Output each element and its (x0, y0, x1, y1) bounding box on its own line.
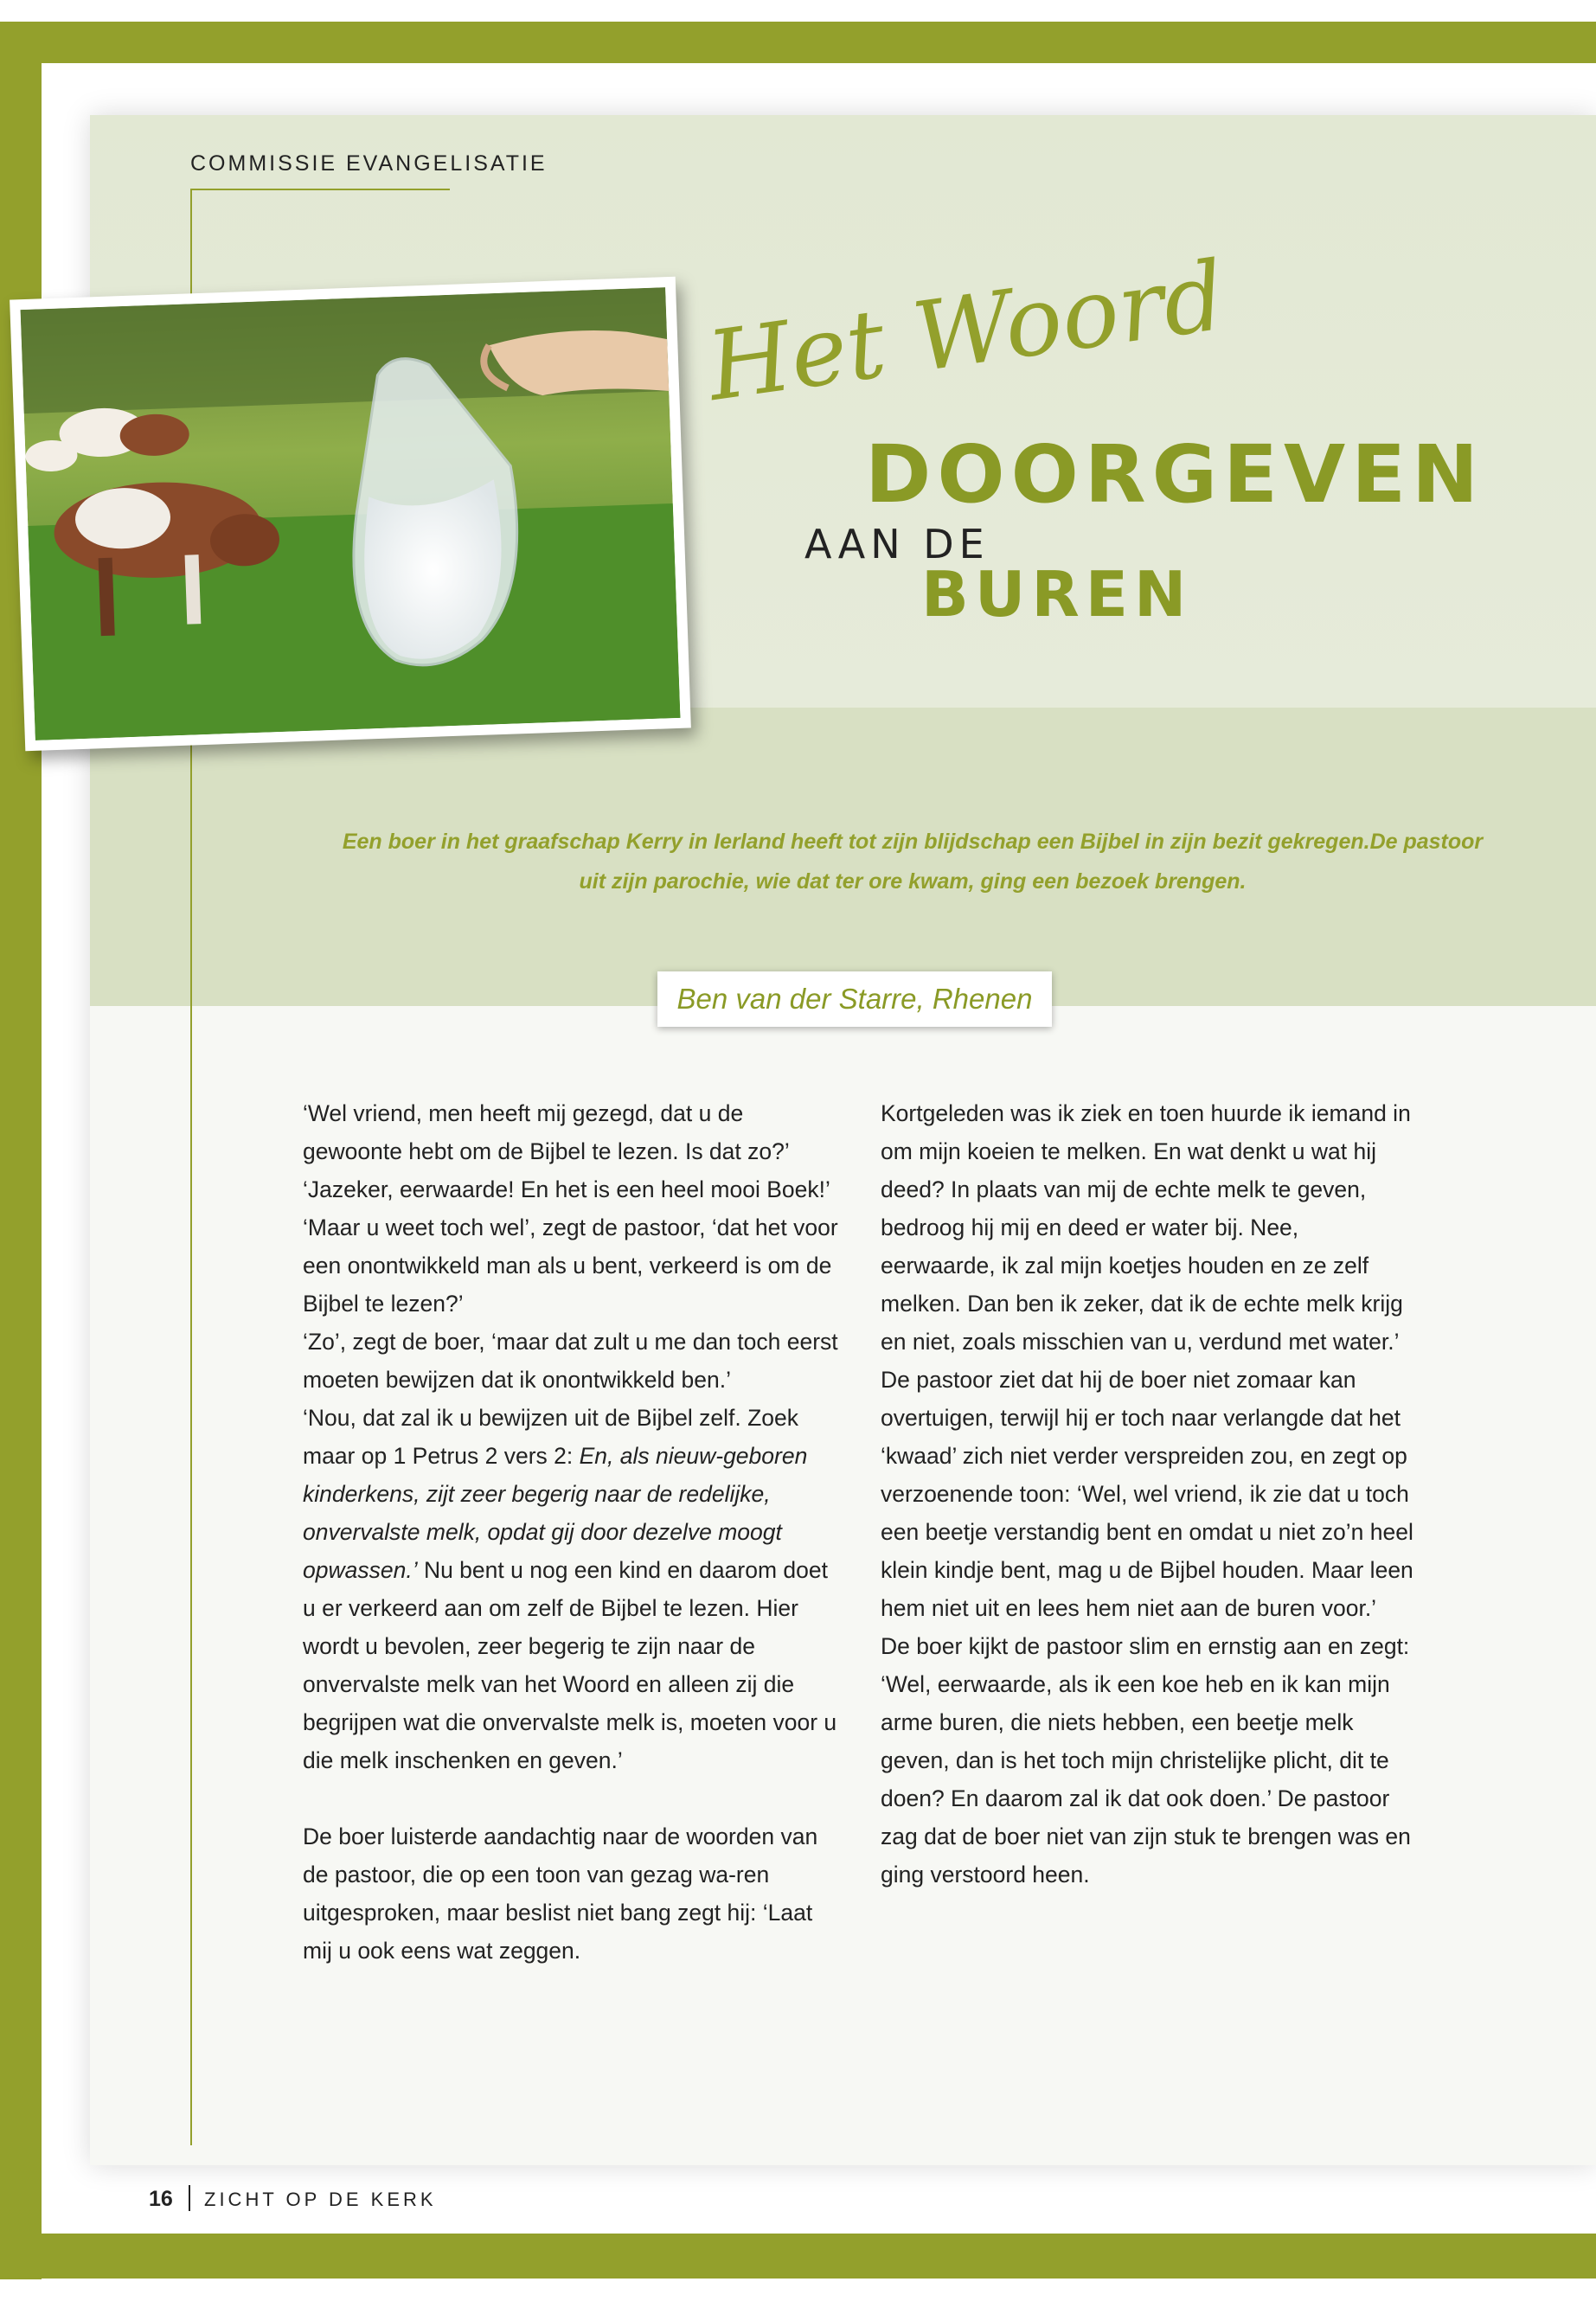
page-number: 16 (149, 2187, 173, 2211)
footer-separator (189, 2185, 190, 2211)
frame-top-bar (0, 22, 1596, 63)
paragraph: De boer kijkt de pastoor slim en ernstig aan en zegt: ‘Wel, eerwaarde, als ik een koe heb en ik kan mijn arme buren, die niets hebben, een beetje melk geven, dan is het toch mijn christelijke plicht, dit te doen? En daarom zal ik dat ook doen.’ De pastoor zag dat de boer niet van zijn stuk te brengen was en ging verstoord heen. (881, 1633, 1411, 1888)
paragraph: Kortgeleden was ik ziek en toen huurde ik iemand in om mijn koeien te melken. En wat denkt u wat hij deed? In plaats van mij de echte melk te geven, bedroog hij mij en deed er water bij. Nee, eerwaarde, ik zal mijn koetjes houden en ze zelf melken. Dan ben ik zeker, dat ik de echte melk krijg en niet, zoals misschien van u, verdund met water.’ De pastoor ziet dat hij de boer niet zomaar kan overtuigen, terwijl hij er toch naar verlangde dat het ‘kwaad’ zich niet verder verspreiden zou, en zegt op verzoenende toon: ‘Wel, wel vriend, ik zie dat u toch een beetje verstandig bent en omdat u niet zo’n heel klein kindje bent, mag u de Bijbel houden. Maar leen hem niet uit en lees hem niet aan de buren voor.’ (881, 1100, 1413, 1621)
author-name: Ben van der Starre, Rhenen (676, 983, 1033, 1015)
section-label: COMMISSIE EVANGELISATIE (190, 151, 548, 176)
title-aan-de: AAN DE (804, 521, 990, 567)
title-doorgeven: DOORGEVEN (865, 428, 1485, 521)
title-script: Het Woord (701, 240, 1232, 422)
article-column-right (881, 1094, 1417, 1894)
frame-bottom-bar (0, 2234, 1596, 2279)
paragraph: De boer luisterde aandachtig naar de woorden van de pastoor, die op een toon van gezag wa-ren uitgesproken, maar beslist niet bang zegt hij: ‘Laat mij u ook eens wat zeggen. (303, 1823, 818, 1964)
paragraph: ‘Wel vriend, men heeft mij gezegd, dat u de gewoonte hebt om de Bijbel te lezen. Is dat zo?’ ‘Jazeker, eerwaarde! En het is een heel mooi Boek!’ ‘Maar u weet toch wel’, zegt de pastoor, ‘dat het voor een onontwikkeld man als u bent, verkeerd is om de Bijbel te lezen?’ (303, 1100, 838, 1317)
bible-quote: En, als nieuw-geboren kinderkens, zijt zeer begerig naar de redelijke, onvervalste melk, opdat gij door dezelve moogt opwassen.’ (303, 1443, 808, 1583)
section-rule-horizontal (190, 189, 450, 190)
intro-text: Een boer in het graafschap Kerry in Ierland heeft tot zijn blijdschap een Bijbel in zijn bezit gekregen.De pastoor uit zijn parochie, wie dat ter ore kwam, ging een bezoek brengen. (342, 830, 1484, 894)
paragraph: ‘Zo’, zegt de boer, ‘maar dat zult u me dan toch eerst moeten bewijzen dat ik onontwikkeld ben.’ (303, 1329, 838, 1393)
title-buren: BUREN (921, 558, 1193, 631)
article-column-left (303, 1094, 839, 1970)
author-box (657, 971, 1052, 1027)
article-photo (10, 277, 691, 752)
paragraph-text: Nu bent u nog een kind en daarom doet u er verkeerd aan om zelf de Bijbel te lezen. Hier wordt u bevolen, zeer begerig te zijn naar de onvervalste melk van het Woord en alleen zij die begrijpen wat die onvervalste melk is, moeten voor u die melk inschenken en geven.’ (303, 1557, 837, 1773)
milk-jug-cows-photo-icon (21, 287, 681, 740)
publication-name: ZICHT OP DE KERK (204, 2189, 437, 2210)
paragraph-text: ‘Nou, dat zal ik u bewijzen uit de Bijbel zelf. Zoek maar op 1 Petrus 2 vers 2: (303, 1405, 798, 1469)
paragraph (303, 1399, 839, 1779)
